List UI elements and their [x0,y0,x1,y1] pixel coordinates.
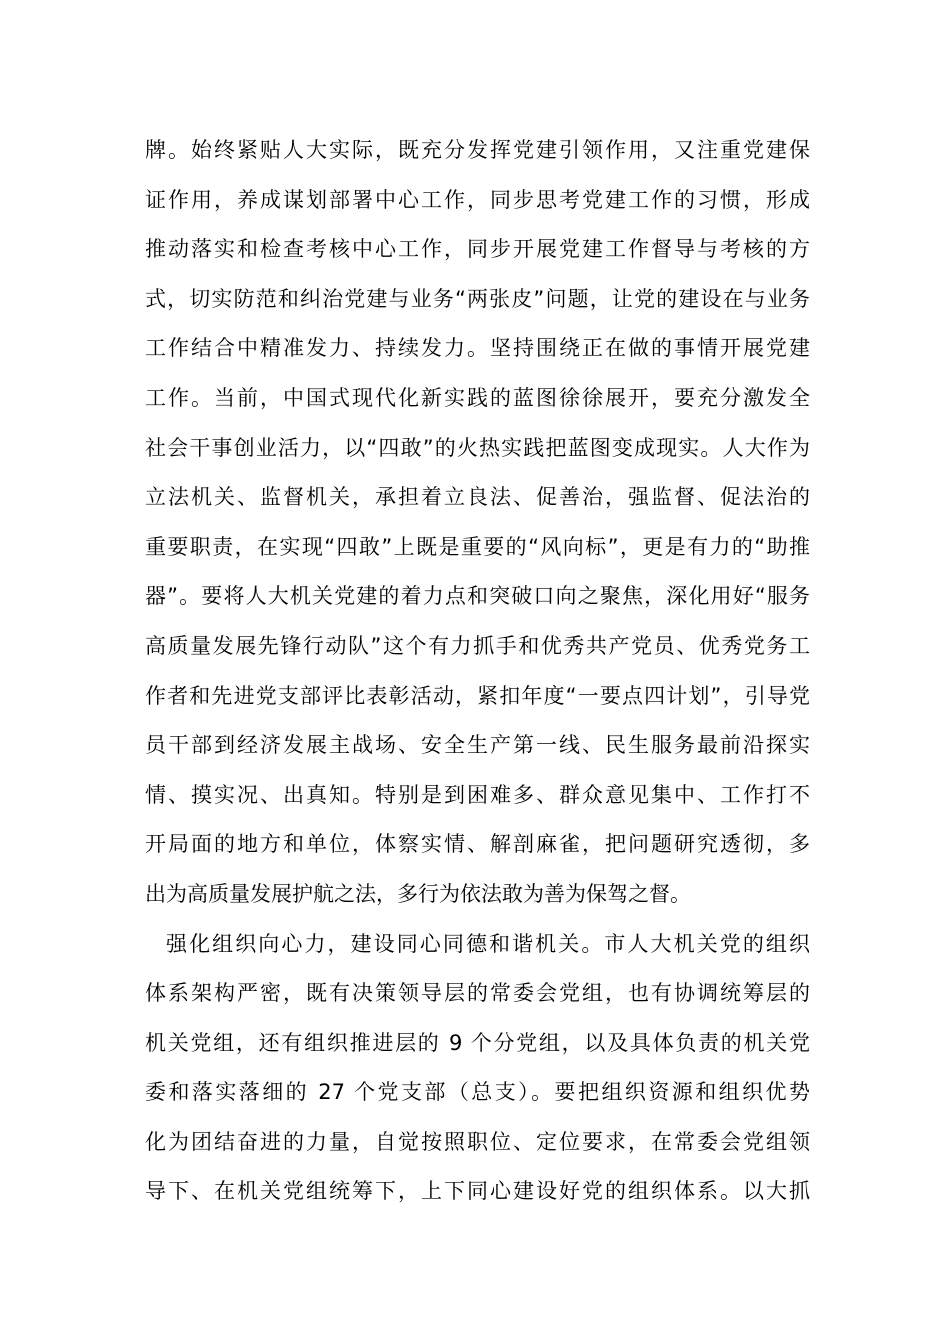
text-line: 式，切实防范和纠治党建与业务“两张皮”问题，让党的建设在与业务 [145,286,810,311]
text-line: 立法机关、监督机关，承担着立良法、促善治，强监督、促法治的 [145,485,810,510]
text-line: 化为团结奋进的力量，自觉按照职位、定位要求，在常委会党组领 [145,1129,810,1154]
text-line: 机关党组，还有组织推进层的 9 个分党组，以及具体负责的机关党 [145,1030,810,1055]
text-line: 工作结合中精准发力、持续发力。坚持围绕正在做的事情开展党建 [145,336,810,361]
text-line: 重要职责，在实现“四敢”上既是重要的“风向标”，更是有力的“助推 [145,534,810,559]
text-line: 高质量发展先锋行动队”这个有力抓手和优秀共产党员、优秀党务工 [145,633,810,658]
text-line: 牌。始终紧贴人大实际，既充分发挥党建引领作用，又注重党建保 [145,138,810,162]
text-line: 情、摸实况、出真知。特别是到困难多、群众意见集中、工作打不 [145,782,810,807]
text-line: 器”。要将人大机关党建的着力点和突破口向之聚焦，深化用好“服务 [145,584,810,609]
text-line: 作者和先进党支部评比表彰活动，紧扣年度“一要点四计划”，引导党 [145,683,810,708]
text-line: 社会干事创业活力，以“四敢”的火热实践把蓝图变成现实。人大作为 [145,435,810,460]
text-line: 工作。当前，中国式现代化新实践的蓝图徐徐展开，要充分激发全 [145,385,810,410]
body-text [145,126,810,1217]
text-line: 推动落实和检查考核中心工作，同步开展党建工作督导与考核的方 [145,237,810,262]
paragraph-end-line: 出为高质量发展护航之法，多行为依法敢为善为保驾之督。 [145,881,691,906]
text-line: 证作用，养成谋划部署中心工作，同步思考党建工作的习惯，形成 [145,187,810,212]
text-line: 导下、在机关党组统筹下，上下同心建设好党的组织体系。以大抓 [145,1179,810,1204]
paragraph-start-line: 强化组织向心力，建设同心同德和谐机关。市人大机关党的组织 [166,931,810,956]
text-line: 开局面的地方和单位，体察实情、解剖麻雀，把问题研究透彻，多 [145,832,810,857]
text-line: 体系架构严密，既有决策领导层的常委会党组，也有协调统筹层的 [145,981,810,1006]
text-line: 员干部到经济发展主战场、安全生产第一线、民生服务最前沿探实 [145,733,810,758]
text-line: 委和落实落细的 27 个党支部（总支）。要把组织资源和组织优势 [145,1080,810,1105]
